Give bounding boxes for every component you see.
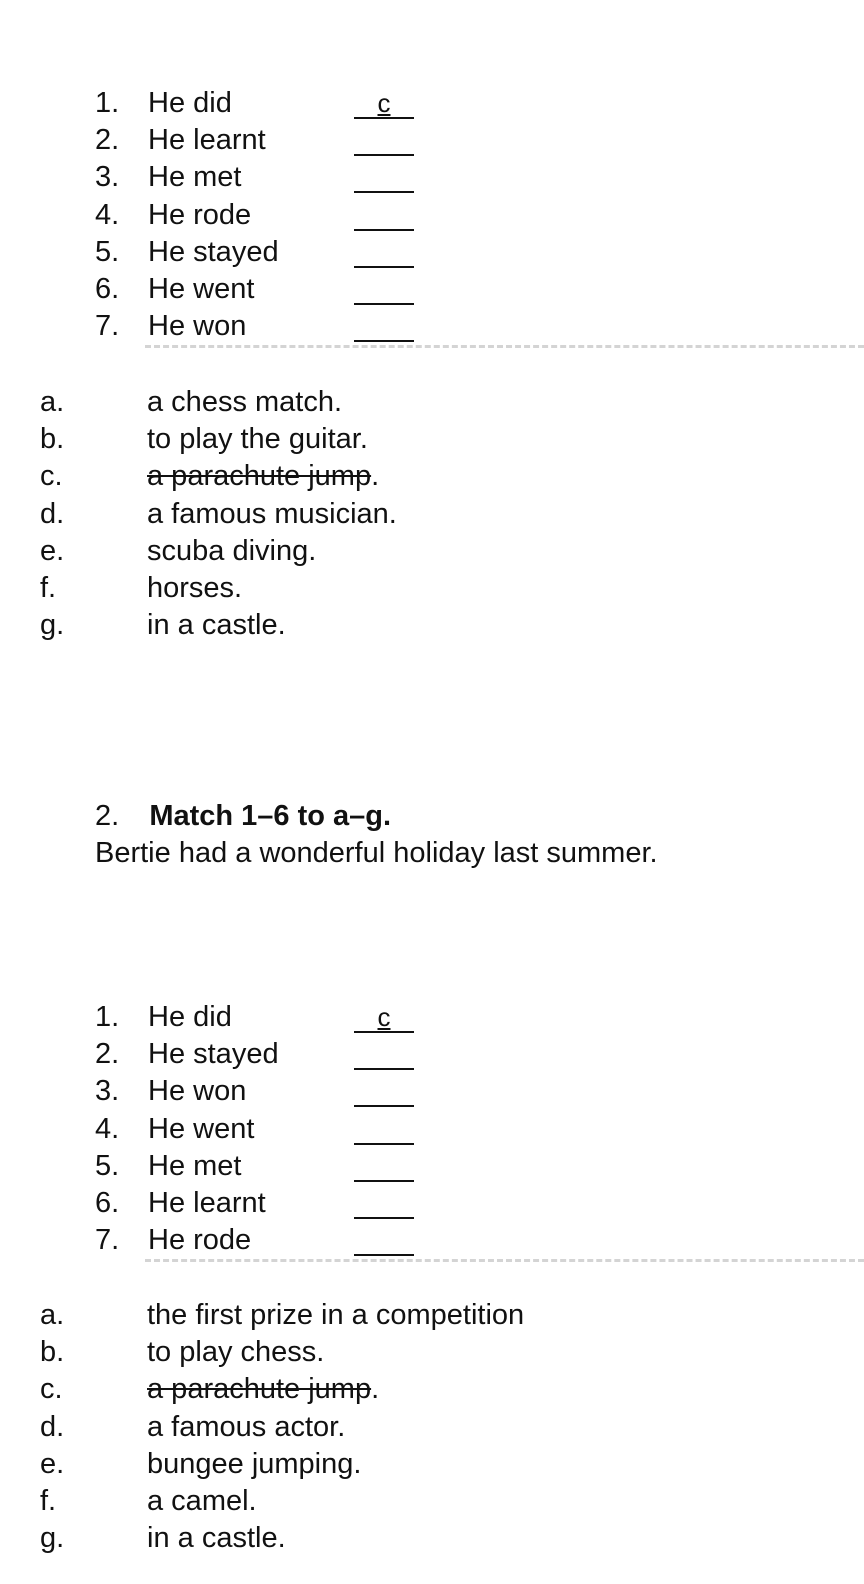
option-text xyxy=(147,1446,361,1483)
option-item xyxy=(0,570,864,607)
exercise-title: Match 1–6 to a–g. xyxy=(149,800,392,832)
option-letter: c. xyxy=(40,1373,63,1406)
item-text: He won xyxy=(148,310,247,343)
item-text: He learnt xyxy=(148,1186,266,1219)
answer-blank[interactable] xyxy=(354,1002,414,1033)
option-item xyxy=(0,384,864,421)
exercise2-subtitle: Bertie had a wonderful holiday last summer. xyxy=(95,837,658,869)
answer-blank[interactable] xyxy=(354,277,414,305)
option-label: scuba diving. xyxy=(147,534,317,567)
exercise1-options xyxy=(0,384,864,644)
item-number: 6. xyxy=(95,1186,120,1219)
option-text xyxy=(147,1297,524,1334)
item-text: He went xyxy=(148,272,255,305)
option-letter: e. xyxy=(40,1447,65,1480)
option-text xyxy=(147,607,286,644)
answer-blank[interactable] xyxy=(354,1228,414,1256)
option-item xyxy=(0,1520,864,1557)
item-text: He met xyxy=(148,161,242,194)
option-suffix: . xyxy=(371,1373,380,1406)
exercise2-options xyxy=(0,1297,864,1557)
option-label: in a castle. xyxy=(147,609,286,642)
item-number: 1. xyxy=(95,1001,120,1033)
option-text xyxy=(147,1334,324,1371)
option-text xyxy=(147,1409,345,1446)
answer-blank[interactable] xyxy=(354,1042,414,1070)
option-letter: c. xyxy=(40,460,63,493)
item-number: 2. xyxy=(95,124,120,157)
item-text: He met xyxy=(148,1149,242,1182)
divider xyxy=(145,1259,864,1262)
item-number: 3. xyxy=(95,161,120,194)
answer-blank[interactable] xyxy=(354,165,414,193)
option-label: a chess match. xyxy=(147,386,343,418)
option-text xyxy=(147,421,368,458)
list-item xyxy=(0,1111,864,1148)
item-number: 6. xyxy=(95,272,120,305)
answer-value: c xyxy=(377,88,391,118)
answer-blank[interactable] xyxy=(354,1079,414,1107)
list-item xyxy=(0,197,864,234)
list-item xyxy=(0,271,864,308)
option-label: bungee jumping. xyxy=(147,1447,362,1480)
exercise2-heading xyxy=(95,800,391,833)
option-letter: f. xyxy=(40,1484,57,1517)
list-item xyxy=(0,1036,864,1073)
option-label: a parachute jump xyxy=(147,460,372,493)
item-number: 4. xyxy=(95,1112,120,1145)
list-item xyxy=(0,1073,864,1110)
item-number: 5. xyxy=(95,1149,120,1182)
item-number: 7. xyxy=(95,310,120,343)
answer-blank[interactable] xyxy=(354,128,414,156)
answer-blank[interactable] xyxy=(354,314,414,342)
item-text: He went xyxy=(148,1112,255,1145)
item-number: 5. xyxy=(95,235,120,268)
answer-blank[interactable] xyxy=(354,1191,414,1219)
option-item xyxy=(0,458,864,495)
item-text: He stayed xyxy=(148,235,279,268)
option-item xyxy=(0,607,864,644)
list-item xyxy=(0,85,864,122)
option-item xyxy=(0,496,864,533)
option-label: a parachute jump xyxy=(147,1373,372,1406)
item-text: He stayed xyxy=(148,1038,279,1071)
item-text: He learnt xyxy=(148,124,266,157)
option-item xyxy=(0,1334,864,1371)
option-label: in a castle. xyxy=(147,1522,286,1555)
list-item xyxy=(0,1222,864,1259)
option-letter: e. xyxy=(40,534,65,567)
option-suffix: . xyxy=(371,460,380,493)
option-letter: b. xyxy=(40,1336,65,1369)
option-letter: a. xyxy=(40,386,65,418)
item-text: He won xyxy=(148,1075,247,1108)
option-text xyxy=(147,1371,379,1408)
option-label: to play chess. xyxy=(147,1336,325,1369)
list-item xyxy=(0,234,864,271)
exercise1-items xyxy=(0,85,864,345)
option-letter: g. xyxy=(40,609,65,642)
item-text: He did xyxy=(148,1001,232,1033)
option-text xyxy=(147,458,379,495)
divider xyxy=(145,345,864,348)
option-text xyxy=(147,384,342,421)
item-number: 4. xyxy=(95,198,120,231)
option-text xyxy=(147,1520,286,1557)
item-text: He rode xyxy=(148,1224,252,1257)
option-label: the first prize in a competition xyxy=(147,1299,525,1331)
list-item xyxy=(0,999,864,1036)
option-item xyxy=(0,533,864,570)
item-text: He rode xyxy=(148,198,252,231)
option-label: a famous actor. xyxy=(147,1410,346,1443)
option-item xyxy=(0,1483,864,1520)
option-text xyxy=(147,570,242,607)
option-text xyxy=(147,496,397,533)
option-letter: d. xyxy=(40,497,65,530)
answer-blank[interactable] xyxy=(354,88,414,119)
list-item xyxy=(0,308,864,345)
answer-value: c xyxy=(377,1002,391,1032)
option-label: a camel. xyxy=(147,1484,257,1517)
item-number: 2. xyxy=(95,1038,120,1071)
option-item xyxy=(0,421,864,458)
option-label: to play the guitar. xyxy=(147,423,368,456)
list-item xyxy=(0,1148,864,1185)
item-number: 7. xyxy=(95,1224,120,1257)
option-item xyxy=(0,1446,864,1483)
option-label: horses. xyxy=(147,571,243,604)
option-item xyxy=(0,1297,864,1334)
option-letter: d. xyxy=(40,1410,65,1443)
item-number: 1. xyxy=(95,87,120,119)
list-item xyxy=(0,159,864,196)
answer-blank[interactable] xyxy=(354,1117,414,1145)
option-letter: g. xyxy=(40,1522,65,1555)
list-item xyxy=(0,122,864,159)
option-item xyxy=(0,1409,864,1446)
option-item xyxy=(0,1371,864,1408)
option-text xyxy=(147,533,316,570)
option-text xyxy=(147,1483,257,1520)
item-text: He did xyxy=(148,87,232,119)
exercise-number: 2. xyxy=(95,800,120,832)
exercise2-items xyxy=(0,999,864,1259)
option-label: a famous musician. xyxy=(147,497,397,530)
option-letter: f. xyxy=(40,571,57,604)
item-number: 3. xyxy=(95,1075,120,1108)
option-letter: b. xyxy=(40,423,65,456)
answer-blank[interactable] xyxy=(354,203,414,231)
answer-blank[interactable] xyxy=(354,240,414,268)
option-letter: a. xyxy=(40,1299,65,1331)
list-item xyxy=(0,1185,864,1222)
answer-blank[interactable] xyxy=(354,1154,414,1182)
